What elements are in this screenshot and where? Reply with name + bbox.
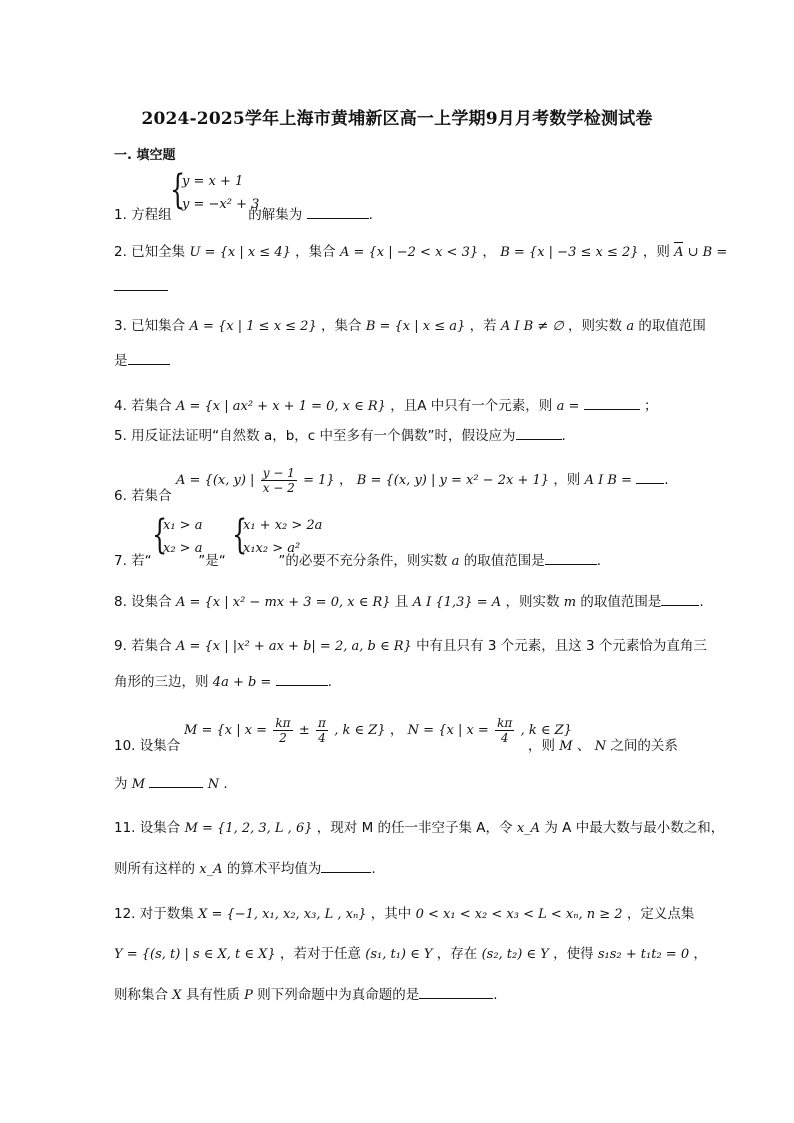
q12-text2: ，其中 (370, 906, 412, 922)
q12-text5: ，存在 (436, 946, 478, 962)
q8-var: m (563, 595, 577, 610)
q3-condition: A I B ≠ ∅ (500, 319, 564, 334)
answer-blank[interactable] (149, 773, 203, 788)
q3-set-b: B = {x | x ≤ a} (365, 319, 466, 334)
q12-condition: 0 < x₁ < x₂ < x₃ < L < xₙ, n ≥ 2 (415, 907, 623, 922)
q10-text4: 之间的关系 (610, 738, 678, 754)
q11-end: . (371, 861, 376, 877)
q7-text3: 的取值范围是 (463, 553, 545, 569)
q11-text3: 为 A 中最大数与最小数之和， (544, 820, 725, 836)
q12-eq: s₁s₂ + t₁t₂ = 0 (597, 947, 690, 962)
q12-var-p: P (244, 988, 253, 1003)
q12-var-x: X (172, 988, 182, 1003)
q12-text7: ， (693, 946, 707, 962)
q3-text1: 3. 已知集合 (114, 318, 186, 334)
q11-text2: ，现对 M 的任一非空子集 A，令 (316, 820, 513, 836)
page-title: 2024-2025学年上海市黄埔新区高一上学期9月月考数学检测试卷 (141, 109, 653, 129)
q2-expression (674, 245, 727, 260)
q11-xa-2: x_A (199, 862, 223, 877)
q4-text1: 4. 若集合 (114, 398, 172, 414)
system-brace: { (232, 512, 248, 558)
q6-expr: A I B = (584, 473, 632, 488)
q6-set-b: B = {(x, y) | y = x² − 2x + 1} (356, 473, 550, 488)
q6-frac-den: x − 2 (262, 480, 295, 495)
system-brace: { (152, 512, 168, 558)
q7-text2: ”的必要不充分条件，则实数 (278, 553, 448, 569)
q7-s2b: x₁x₂ > a² (243, 541, 301, 556)
q2-sep: ， (482, 244, 496, 260)
q5-end: . (561, 428, 566, 444)
q8-text2: 且 (394, 594, 409, 610)
q3-text4: ，则实数 (568, 318, 623, 334)
q7-mid: ”是“ (198, 553, 226, 569)
q6-set-a-prefix: A = {(x, y) | (176, 473, 255, 488)
exam-page: 2024-2025学年上海市黄埔新区高一上学期9月月考数学检测试卷 一. 填空题 { y = x + 1 y = −x² + 3 1. 方程组 的解集为 . 2. 已知全集 U = {x | x ≤ 4} ，集合 A = {x | −2 < x < 3} ， B = {x | −3 ≤ x ≤ 2} ，则 A ∪ B = 3. 已知集合 A = {x | 1 ≤ x ≤ 2} ，集合 B = {x | x ≤ a} ，若 A I B ≠ ∅ ，则实数 a 的取值范围 是 4. 若集合 A = {x | ax² + x + 1 = 0, x ∈ R} ，且A 中只有一个元素，则 a = ； 5. 用反证法证明“自然数 a，b，c 中至多有一个偶数”时，假设应为 . 6. 若集合 A = {(x, y) | $\frac{y - 1}{x - 2}$ = 1} ， B = {(x, y) | y = x² − 2x + 1} ，则 A I B = . { x₁ > a x₂ > a { x₁ + x₂ > 2a x₁x₂ > a² 7. 若“ ”是“ ”的必要不充分条件，则实数 a 的取值范围是 . 8. 设集合 A = {x | x² − mx + 3 = 0, x ∈ R} 且 A I {1,3} = A ，则实数 m 的取值范围是 . 9. 若集合 A = {x | |x² + ax + b| = 2, a, b ∈ R} 中有且只有 3 个元素，且这 3 个元素恰为直角三 角形的三边，则 4a + b = . M = {x | x = $\frac{k\pi}{2}$ ± $\frac{\pi}{4}$ , k ∈ Z} ， N = {x | x = $\frac{k\pi}{4}$ , k ∈ Z} 10. 设集合 ，则 M 、 N 之间的关系 为 M N . 11. 设集合 M = {1, 2, 3, L , 6} ，现对 M 的任一非空子集 A，令 x_A 为 A 中最大数与最小数之和， 则所有这样的 x_A 的算术平均值为 . 12. 对于数集 X = {−1, x₁, x₂, x₃, L , xₙ} ，其中 0 < x₁ < x₂ < x₃ < L < xₙ, n ≥ 2 ，定义点集 Y = {(s, t) | s ∈ X, t ∈ X} ，若对于任意 (s₁, t₁) ∈ Y ，存在 (s₂, t₂) ∈ Y ，使得 s₁s₂ + t₁t₂ = 0 ， 则称集合 X 具有性质 P 则下列命题中为真命题的是 . (0, 0, 794, 1123)
q10-var-m: M (559, 739, 573, 754)
q7-var: a (451, 554, 460, 569)
q8-end: . (699, 594, 704, 610)
answer-blank[interactable] (545, 550, 597, 565)
q7-s2a: x₁ + x₂ > 2a (243, 518, 323, 533)
q10-text2: ，则 (528, 738, 555, 754)
q10-m-prefix: M = {x | x = (184, 723, 268, 738)
q10-n-frac (495, 716, 514, 745)
q12-text10: 则下列命题中为真命题的是 (257, 987, 420, 1003)
q11-text5: 的算术平均值为 (226, 861, 322, 877)
q12-set-y: Y = {(s, t) | s ∈ X, t ∈ X} (114, 947, 276, 962)
q6-text1: 6. 若集合 (114, 488, 172, 504)
q10-var-n: N (594, 739, 607, 754)
q9-set-a: A = {x | |x² + ax + b| = 2, a, b ∈ R} (175, 639, 412, 654)
q2-expr-text: A ∪ B = (674, 245, 728, 260)
answer-blank[interactable] (661, 591, 699, 606)
answer-blank[interactable] (276, 671, 328, 686)
q10-n-suffix: , k ∈ Z} (520, 723, 572, 738)
q12-text1: 12. 对于数集 (114, 906, 194, 922)
q8-text3: ，则实数 (505, 594, 560, 610)
q11-xa: x_A (516, 821, 541, 836)
q2-set-u: U = {x | x ≤ 4} (189, 245, 291, 260)
q2-set-b: B = {x | −3 ≤ x ≤ 2} (500, 245, 639, 260)
q10-end: . (223, 776, 228, 792)
q3-text3: ，若 (469, 318, 497, 334)
q3-set-a: A = {x | 1 ≤ x ≤ 2} (189, 319, 317, 334)
q10-m-num: kπ (275, 715, 291, 730)
answer-blank[interactable] (584, 395, 640, 410)
q10-m-suffix: , k ∈ Z} (334, 723, 386, 738)
q10-n-num: kπ (497, 715, 513, 730)
q1-eq2: y = −x² + 3 (182, 197, 260, 212)
q10-text5: 为 (114, 776, 128, 792)
q6-end: . (664, 472, 669, 488)
q4-set-a: A = {x | ax² + x + 1 = 0, x ∈ R} (175, 399, 386, 414)
q2-text1: 2. 已知全集 (114, 244, 186, 260)
q10-n-prefix: N = {x | x = (407, 723, 489, 738)
q8-text4: 的取值范围是 (580, 594, 662, 610)
q2-text2: ，集合 (295, 244, 336, 260)
q10-m-den2: 4 (318, 730, 326, 745)
q8-set-a: A = {x | x² − mx + 3 = 0, x ∈ R} (175, 595, 391, 610)
q10-m-frac2 (316, 716, 328, 745)
q12-text3: ，定义点集 (626, 906, 695, 922)
q12-end: . (493, 987, 498, 1003)
q11-text1: 11. 设集合 (114, 820, 181, 836)
q12-text9: 具有性质 (185, 987, 240, 1003)
q3-text2: ，集合 (321, 318, 362, 334)
q9-text3: 角形的三边，则 (114, 674, 209, 690)
q6-set-a-suffix: = 1} (303, 473, 335, 488)
q4-end: ； (643, 398, 658, 414)
q6-text2: ，则 (553, 472, 581, 488)
q3-text6: 是 (114, 353, 128, 369)
q12-text8: 则称集合 (114, 987, 168, 1003)
q10-var-n-2: N (207, 777, 220, 792)
q9-expr: 4a + b = (212, 675, 272, 690)
q10-text3: 、 (576, 738, 591, 754)
answer-blank[interactable] (114, 276, 168, 291)
q10-m-den: 2 (279, 730, 287, 745)
q6-frac-num: y − 1 (262, 465, 295, 480)
q12-text6: ，使得 (553, 946, 594, 962)
system-brace: { (170, 167, 186, 213)
q1-tail: 的解集为 (248, 207, 303, 223)
q7-text1: 7. 若“ (114, 553, 152, 569)
answer-blank[interactable] (307, 204, 369, 219)
q10-m-pm: ± (298, 723, 310, 738)
q11-text4: 则所有这样的 (114, 861, 195, 877)
q8-condition: A I {1,3} = A (412, 595, 502, 610)
q6-sep: ， (339, 472, 353, 488)
q10-var-m-2: M (131, 777, 146, 792)
q11-set-m: M = {1, 2, 3, L , 6} (184, 821, 313, 836)
q12-set-x: X = {−1, x₁, x₂, x₃, L , xₙ} (198, 907, 367, 922)
q10-sep: ， (389, 722, 404, 738)
q9-text2: 中有且只有 3 个元素，且这 3 个元素恰为直角三 (416, 638, 707, 654)
answer-blank[interactable] (516, 425, 562, 440)
answer-blank[interactable] (128, 350, 170, 365)
answer-blank[interactable] (419, 984, 493, 999)
q12-p1: (s₁, t₁) ∈ Y (365, 947, 433, 962)
answer-blank[interactable] (636, 469, 664, 484)
q4-expr: a = (556, 399, 580, 414)
q2-text3: ，则 (642, 244, 670, 260)
q7-end: . (596, 553, 602, 569)
q1-eq1: y = x + 1 (182, 174, 244, 189)
q10-m-frac1 (273, 716, 292, 745)
q3-var: a (626, 319, 635, 334)
q9-end: . (327, 674, 332, 690)
q10-m-num2: π (318, 715, 326, 730)
q4-text2: ，且A 中只有一个元素，则 (390, 398, 553, 414)
q1-label: 1. 方程组 (114, 207, 172, 223)
q10-text1: 10. 设集合 (114, 738, 181, 754)
q8-text1: 8. 设集合 (114, 594, 172, 610)
q10-n-den: 4 (500, 730, 509, 745)
q7-s1b: x₂ > a (163, 541, 203, 556)
q2-set-a: A = {x | −2 < x < 3} (339, 245, 479, 260)
q7-s1a: x₁ > a (163, 518, 203, 533)
q3-text5: 的取值范围 (638, 318, 706, 334)
q5-text: 5. 用反证法证明“自然数 a，b，c 中至多有一个偶数”时，假设应为 (114, 428, 516, 444)
section-heading: 一. 填空题 (114, 148, 176, 163)
q6-fraction (261, 466, 297, 495)
q12-p2: (s₂, t₂) ∈ Y (481, 947, 549, 962)
q9-text1: 9. 若集合 (114, 638, 172, 654)
q12-text4: ，若对于任意 (279, 946, 361, 962)
answer-blank[interactable] (321, 858, 371, 873)
